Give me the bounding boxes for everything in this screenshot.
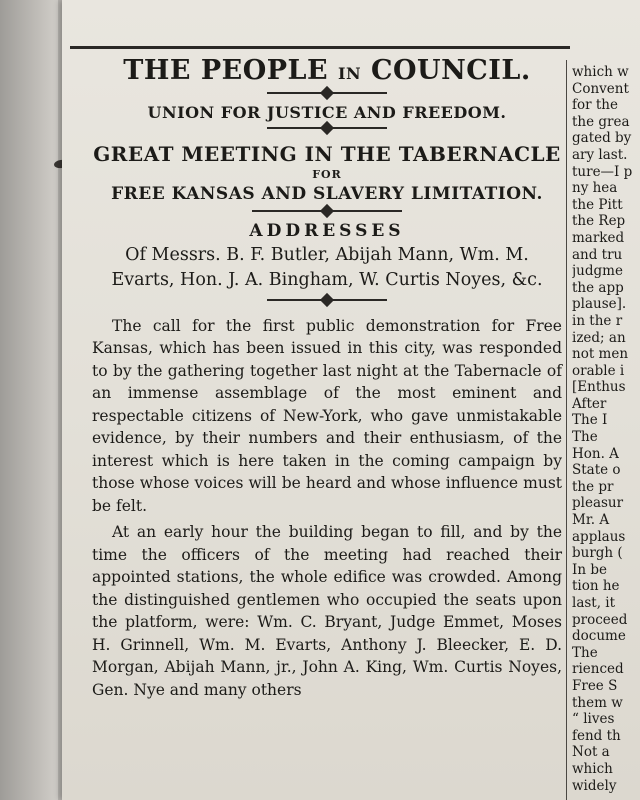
column-fragment-line: Hon. A — [572, 445, 619, 462]
column-fragment-line: and tru — [572, 246, 623, 263]
column-fragment-line: In be — [572, 561, 607, 578]
article-column — [92, 50, 562, 705]
column-fragment-line: Free S — [572, 677, 618, 694]
headline-part-in: IN — [338, 64, 362, 83]
column-fragment-line: which w — [572, 64, 629, 80]
column-fragment-line: After — [572, 395, 607, 412]
column-fragment-line: Convent — [572, 80, 629, 97]
column-fragment-line: judgme — [572, 263, 623, 280]
subheadline-union: UNION FOR JUSTICE AND FREEDOM. — [147, 102, 507, 122]
column-fragment-line: last, it — [572, 595, 616, 611]
column-fragment-line: in the r — [572, 312, 623, 329]
addresses-heading: ADDRESSES — [249, 221, 405, 242]
column-fragment-line: burgh ( — [572, 545, 623, 562]
column-fragment-line: the app — [572, 279, 624, 296]
column-fragment-line: ary last. — [572, 146, 628, 163]
binding-margin — [0, 0, 58, 800]
article-paragraph: The call for the first public demonstration for Free Kansas, which has been issued in this city, was responded to by the gathering together last night at the Tabernacle of an immense assemblage of the most eminent and respectable citizens of New-York, who gave unmistakable evidence, by their numbers and their enthusiasm, of the interest which is here taken in the coming campaign by those whose voices will be heard and whose influence must be felt. — [92, 316, 562, 515]
column-fragment-line: ized; an — [572, 329, 626, 346]
column-fragment-line: plause]. — [572, 296, 627, 313]
column-fragment-line: them w — [572, 694, 623, 711]
adjacent-column-fragments — [572, 64, 640, 794]
column-fragment-line: fend th — [572, 727, 621, 744]
column-fragment-line: proceed — [572, 611, 628, 628]
speakers-line-2: Evarts, Hon. J. A. Bingham, W. Curtis Noyes, &c. — [111, 269, 543, 290]
column-fragment-line: not men — [572, 346, 629, 363]
column-fragment-line: State o — [572, 462, 621, 479]
column-fragment-line: the grea — [572, 113, 630, 130]
subheadline-for: FOR — [312, 168, 342, 182]
main-headline — [92, 56, 562, 86]
column-fragment-line: orable i — [572, 362, 625, 379]
column-fragment-line: gated by — [572, 130, 632, 147]
article-paragraph: At an early hour the building began to fill, and by the time the officers of the meeting had reached their appointed stations, the whole edifice was crowded. Among the distinguished gentlemen who occupied the seats upon the platform, were: Wm. C. Bryant, Judge Emmet, Moses H. Grinnell, Wm. M. Evarts, Anthony J. Bleecker, E. D. Morgan, Abijah Mann, jr., John A. King, Wm. Curtis Noyes, Gen. Nye and many others — [92, 523, 562, 699]
column-fragment-line: “ lives — [572, 711, 615, 728]
column-fragment-line: rienced — [572, 661, 624, 678]
column-fragment-line: applaus — [572, 528, 626, 545]
column-fragment-line: which — [572, 760, 613, 777]
column-fragment-line: the Pitt — [572, 196, 623, 213]
column-fragment-line: [Enthus — [572, 379, 626, 396]
subheadline-tabernacle: GREAT MEETING IN THE TABERNACLE — [93, 142, 561, 167]
column-fragment-line: widely — [572, 777, 617, 794]
headline-part-a: THE PEOPLE — [123, 55, 329, 86]
column-fragment-line: pleasur — [572, 495, 624, 512]
column-fragment-line: the pr — [572, 478, 614, 495]
column-fragment-line: The I — [572, 412, 608, 429]
speakers-list — [92, 243, 562, 293]
column-rule — [566, 60, 567, 800]
headline-separator — [267, 127, 387, 129]
column-fragment-line: The — [572, 429, 598, 446]
column-fragment-line: marked — [572, 229, 625, 246]
headline-separator — [267, 299, 387, 301]
subheadline-kansas: FREE KANSAS AND SLAVERY LIMITATION. — [111, 184, 543, 205]
speakers-line-1: Of Messrs. B. F. Butler, Abijah Mann, Wm. M. — [125, 244, 529, 265]
column-fragment-line: for the — [572, 97, 618, 114]
column-fragment-line: ny hea — [572, 180, 618, 197]
column-fragment-line: The — [572, 644, 598, 661]
column-fragment-line: Not a — [572, 744, 610, 761]
column-fragment-line: tion he — [572, 578, 620, 595]
headline-separator — [252, 210, 402, 212]
article-body — [92, 315, 562, 702]
headline-part-b: COUNCIL. — [371, 55, 531, 86]
column-fragment-line: docume — [572, 628, 626, 645]
column-fragment-line: the Rep — [572, 213, 626, 230]
column-fragment-line: Mr. A — [572, 512, 610, 529]
top-rule — [70, 46, 570, 49]
column-fragment-line: ture—I p — [572, 163, 633, 180]
headline-separator — [267, 92, 387, 94]
